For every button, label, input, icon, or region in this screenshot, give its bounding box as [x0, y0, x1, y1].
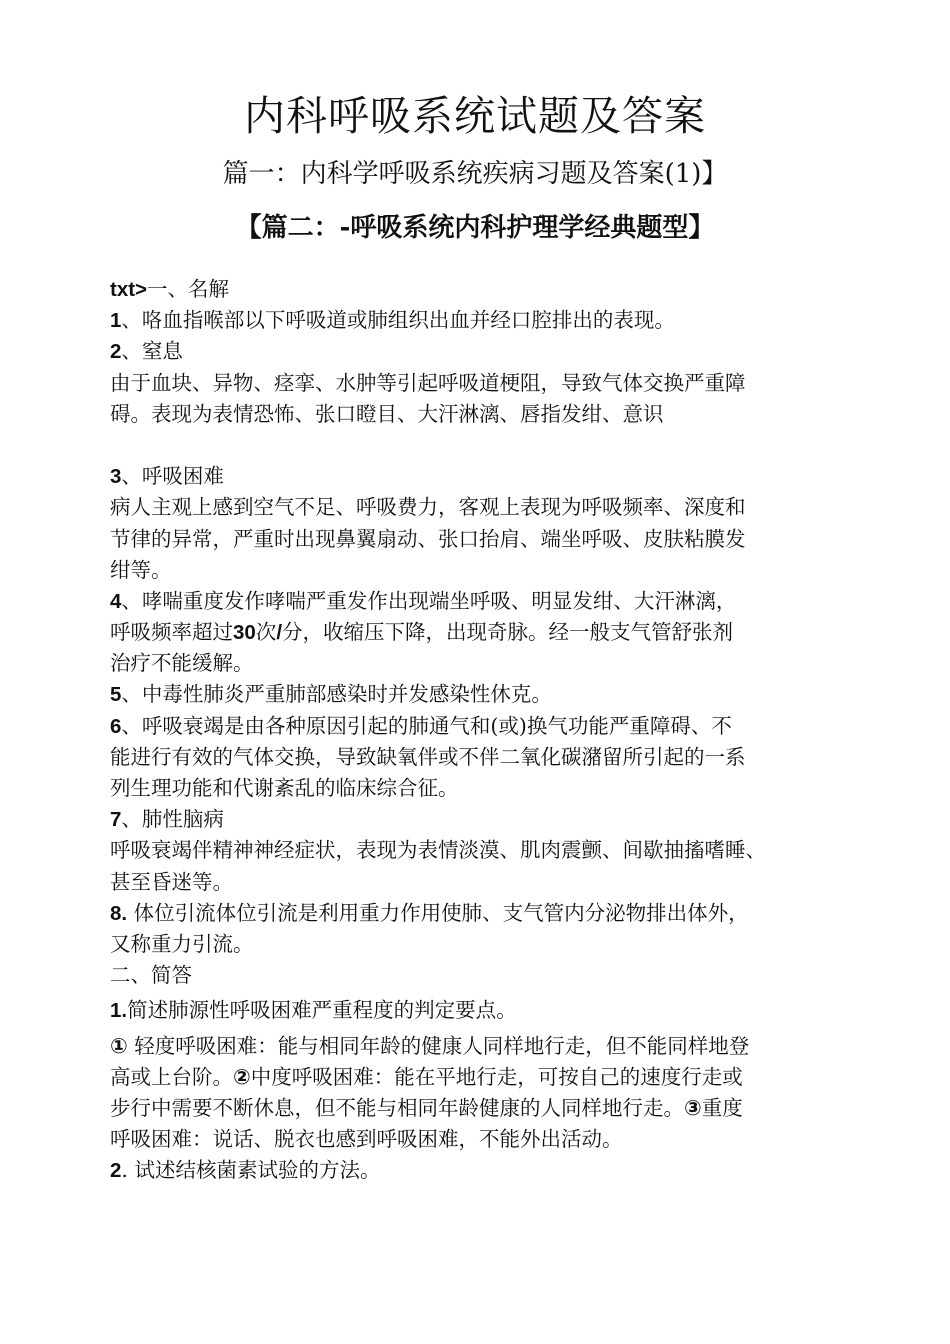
- line-text: 、窒息: [121, 339, 183, 364]
- text-line: [110, 586, 850, 617]
- line-text: 列生理功能和代谢紊乱的临床综合征。: [110, 776, 459, 800]
- item-number: 6: [110, 714, 122, 738]
- item-number: 2: [110, 1159, 122, 1183]
- text-line: [110, 929, 850, 960]
- text-line: [110, 461, 850, 492]
- item-number: 1.: [110, 999, 128, 1023]
- line-text: . 试述结核菌素试验的方法。: [121, 1158, 381, 1183]
- line-text: 、咯血指喉部以下呼吸道或肺组织出血并经口腔排出的表现。: [121, 308, 675, 333]
- text-line: [110, 1093, 850, 1124]
- text-line: [110, 524, 850, 555]
- text-line: [110, 555, 850, 586]
- text-line: [110, 368, 850, 399]
- blank-line: [110, 430, 850, 461]
- text-line: [110, 1124, 850, 1155]
- item-number: 5: [110, 683, 122, 707]
- text-line: [110, 960, 850, 991]
- inline-number: /: [276, 621, 283, 645]
- text-line: [110, 648, 850, 679]
- subtitle-part-one: 篇一：内科学呼吸系统疾病习题及答案(1)】: [222, 159, 728, 189]
- line-text: 病人主观上感到空气不足、呼吸费力，客观上表现为呼吸频率、深度和: [110, 495, 746, 520]
- text-line: [110, 1062, 850, 1093]
- text-line: [110, 1031, 850, 1062]
- line-text: 呼吸频率超过: [110, 620, 233, 645]
- line-text: 、中毒性肺炎严重肺部感染时并发感染性休克。: [121, 682, 552, 707]
- line-text: 由于血块、异物、痉挛、水肿等引起呼吸道梗阻，导致气体交换严重障: [110, 370, 746, 395]
- line-text: 呼吸衰竭伴精神神经症状，表现为表情淡漠、肌肉震颤、间歇抽搐嗜睡、: [110, 838, 766, 863]
- text-line: [110, 492, 850, 523]
- line-text: 呼吸困难：说话、脱衣也感到呼吸困难，不能外出活动。: [110, 1127, 623, 1152]
- line-text: 中度呼吸困难：能在平地行走，可按自己的速度行走或: [250, 1064, 743, 1089]
- circled-number: ③: [684, 1095, 702, 1120]
- line-text: 分，收缩压下降，出现奇脉。经一般支气管舒张剂: [282, 620, 734, 645]
- line-text: 一、名解: [147, 277, 230, 301]
- line-text: 高或上台阶。: [110, 1064, 233, 1089]
- line-text: 重度: [701, 1095, 743, 1120]
- text-line: [110, 679, 850, 710]
- line-text: 体位引流体位引流是利用重力作用使肺、支气管内分泌物排出体外，: [127, 900, 749, 925]
- line-text: 步行中需要不断休息，但不能与相同年龄健康的人同样地行走。: [110, 1095, 684, 1120]
- document-title: 内科呼吸系统试题及答案: [244, 92, 706, 140]
- text-line: [110, 274, 850, 305]
- text-line: [110, 399, 850, 430]
- item-number: 1: [110, 309, 122, 333]
- text-line: [110, 742, 850, 773]
- item-number: 3: [110, 465, 122, 489]
- line-text: 节律的异常，严重时出现鼻翼扇动、张口抬肩、端坐呼吸、皮肤粘膜发: [110, 526, 746, 551]
- circled-number: ①: [110, 1033, 128, 1058]
- document-body: [110, 274, 850, 1186]
- line-text: 次: [255, 620, 277, 645]
- line-text: 、肺性脑病: [121, 807, 224, 832]
- text-line: [110, 617, 850, 648]
- line-text: 能进行有效的气体交换，导致缺氧伴或不伴二氧化碳潴留所引起的一系: [110, 744, 746, 769]
- text-line: [110, 711, 850, 742]
- item-number: txt>: [110, 278, 148, 301]
- text-line: [110, 995, 850, 1026]
- line-text: 简述肺源性呼吸困难严重程度的判定要点。: [127, 998, 517, 1023]
- line-text: 碍。表现为表情恐怖、张口瞪目、大汗淋漓、唇指发绀、意识: [110, 401, 664, 426]
- line-text: 、呼吸困难: [121, 464, 224, 489]
- line-text: 轻度呼吸困难：能与相同年龄的健康人同样地行走，但不能同样地登: [127, 1033, 750, 1058]
- item-number: 7: [110, 808, 122, 832]
- line-text: 、呼吸衰竭是由各种原因引起的肺通气和(或)换气功能严重障碍、不: [121, 713, 732, 738]
- line-text: 绀等。: [110, 557, 172, 582]
- item-number: 2: [110, 340, 122, 364]
- text-line: [110, 898, 850, 929]
- text-line: [110, 804, 850, 835]
- item-number: 8.: [110, 901, 128, 925]
- text-line: [110, 835, 850, 866]
- text-line: [110, 773, 850, 804]
- item-number: 4: [110, 589, 122, 613]
- line-text: 又称重力引流。: [110, 931, 254, 956]
- text-line: [110, 305, 850, 336]
- text-line: [110, 1155, 850, 1186]
- line-text: 、哮喘重度发作哮喘严重发作出现端坐呼吸、明显发绀、大汗淋漓，: [121, 588, 737, 613]
- line-text: 治疗不能缓解。: [110, 651, 254, 676]
- line-text: 甚至昏迷等。: [110, 869, 233, 894]
- circled-number: ②: [233, 1064, 251, 1089]
- line-text: 二、简答: [110, 963, 192, 988]
- subtitle-part-two: 【篇二：-呼吸系统内科护理学经典题型】: [235, 213, 715, 243]
- text-line: [110, 336, 850, 367]
- inline-number: 30: [233, 621, 256, 645]
- text-line: [110, 867, 850, 898]
